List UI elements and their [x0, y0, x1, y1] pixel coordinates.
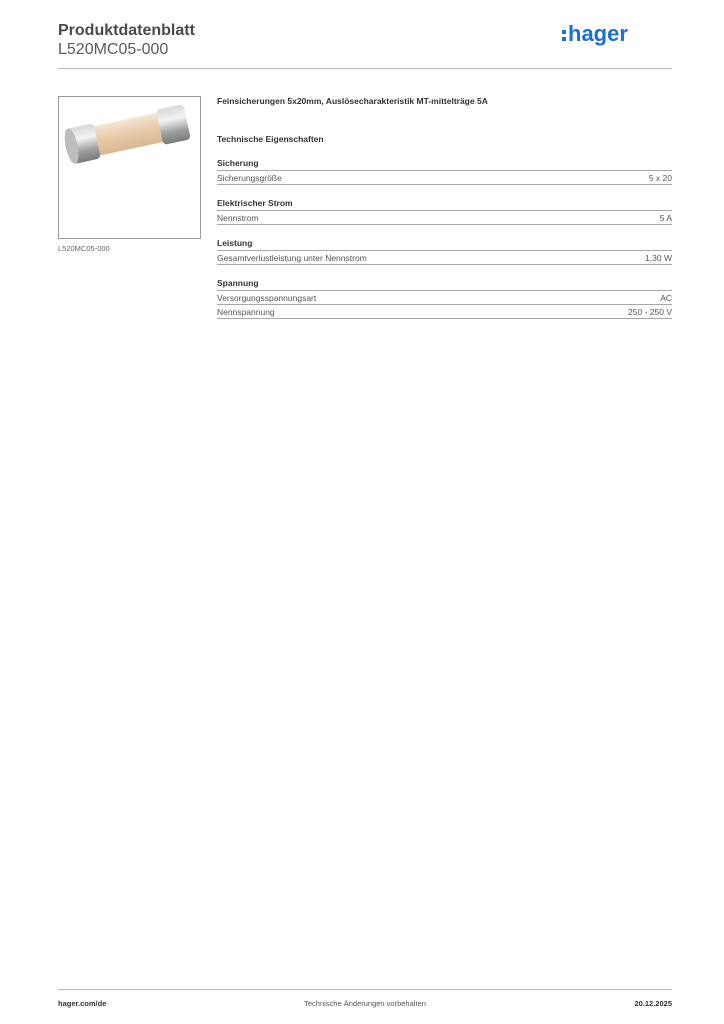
spec-group-leistung: [217, 237, 672, 265]
spec-row: [217, 291, 672, 305]
footer-divider: [58, 989, 672, 990]
document-title: Produktdatenblatt: [58, 22, 195, 39]
spec-value: 1,30 W: [645, 253, 672, 263]
spec-label: Versorgungsspannungsart: [217, 293, 317, 303]
section-heading: Technische Eigenschaften: [217, 134, 324, 144]
spec-group-title: Leistung: [217, 237, 672, 251]
spec-label: Nennspannung: [217, 307, 275, 317]
spec-row: [217, 305, 672, 319]
spec-row: [217, 251, 672, 265]
spec-row: [217, 211, 672, 225]
footer-notice: Technische Änderungen vorbehalten: [304, 999, 426, 1008]
spec-group-sicherung: [217, 157, 672, 185]
spec-label: Nennstrom: [217, 213, 259, 223]
spec-value: 5 x 20: [648, 173, 672, 183]
spec-group-title: Spannung: [217, 277, 672, 291]
spec-group-strom: [217, 197, 672, 225]
fuse-icon: [59, 97, 200, 238]
spec-row: [217, 171, 672, 185]
spec-value: AC: [660, 293, 672, 303]
spec-value: 5 A: [659, 213, 672, 223]
product-details: [217, 95, 672, 319]
spec-group-spannung: [217, 277, 672, 319]
header-divider: [58, 68, 672, 69]
product-code: L520MC05-000: [58, 41, 169, 58]
svg-text:hager: hager: [568, 22, 628, 46]
product-description: Feinsicherungen 5x20mm, Auslösecharakteristik MT-mittelträge 5A: [217, 96, 488, 106]
page-header: [58, 22, 672, 68]
image-caption: L520MC05-000: [58, 244, 110, 253]
spec-group-title: Elektrischer Strom: [217, 197, 672, 211]
spec-group-title: Sicherung: [217, 157, 672, 171]
website-link[interactable]: hager.com/de: [58, 999, 107, 1008]
spec-value: 250 - 250 V: [628, 307, 672, 317]
hager-logo: [562, 22, 652, 46]
product-image: [58, 96, 201, 239]
spec-label: Gesamtverlustleistung unter Nennstrom: [217, 253, 367, 263]
footer-date: 20.12.2025: [634, 999, 672, 1008]
spec-label: Sicherungsgröße: [217, 173, 282, 183]
